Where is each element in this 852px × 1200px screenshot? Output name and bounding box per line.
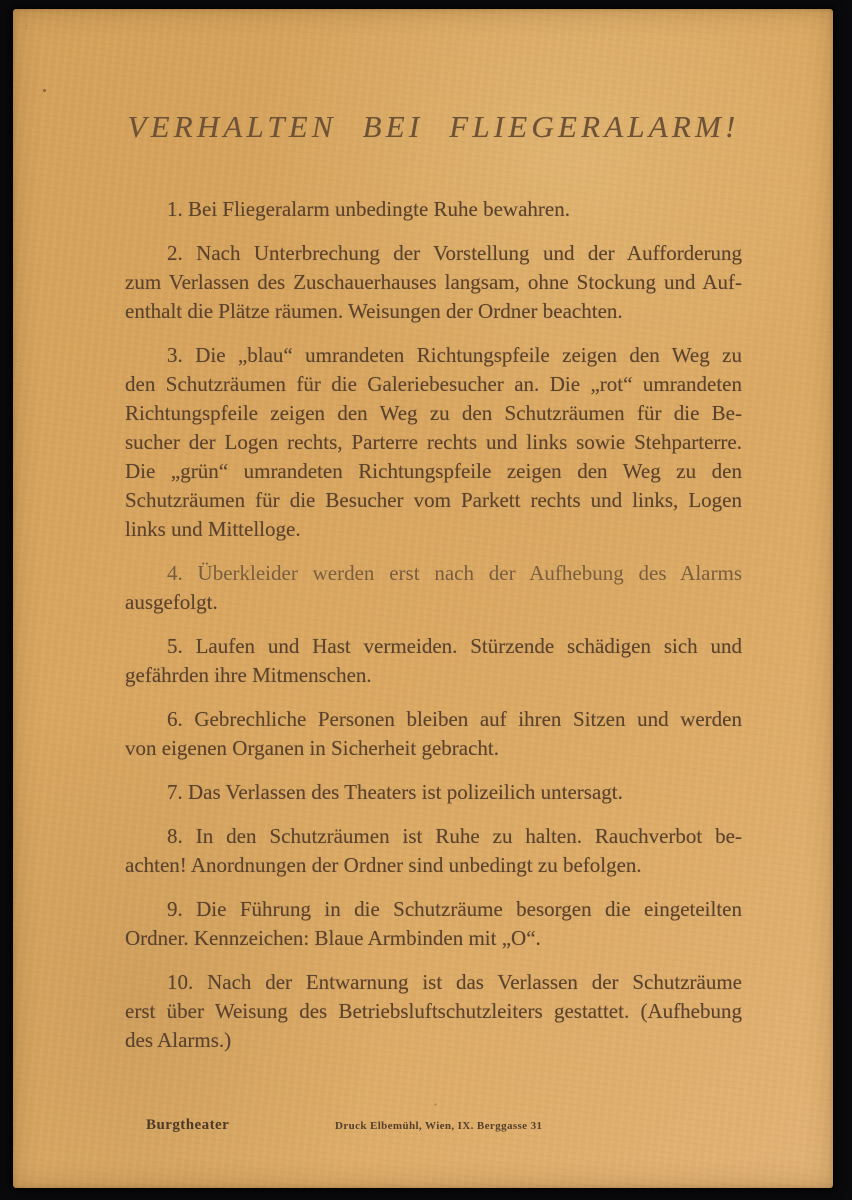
footer (13, 1117, 833, 1147)
text-line: 10. Nach der Entwarnung ist das Verlassen der Schutzräume (167, 970, 742, 994)
text-line: ausgefolgt. (125, 590, 218, 614)
text-line: Richtungspfeile zeigen den Weg zu den Schutzräumen für die Be- (125, 401, 742, 425)
paper-sheet (13, 9, 833, 1188)
text-line: sucher der Logen rechts, Parterre rechts und links sowie Stehparterre. (125, 430, 742, 454)
text-line: 9. Die Führung in die Schutzräume besorgen die eingeteilten (167, 897, 742, 921)
text-line: 4. Überkleider werden erst nach der Aufhebung des Alarms (167, 561, 742, 585)
text-line: gefährden ihre Mitmenschen. (125, 663, 372, 687)
text-line: 6. Gebrechliche Personen bleiben auf ihren Sitzen und werden (167, 707, 742, 731)
text-line: des Alarms.) (125, 1028, 232, 1052)
paragraph (125, 778, 742, 807)
text-line: 8. In den Schutzräumen ist Ruhe zu halten. Rauchverbot be- (167, 824, 742, 848)
paragraph (125, 822, 742, 880)
paragraph (125, 559, 742, 617)
paragraph (125, 705, 742, 763)
text-line: Schutzräumen für die Besucher vom Parkett rechts und links, Logen (125, 488, 742, 512)
printer-imprint: Druck Elbemühl, Wien, IX. Berggasse 31 (335, 1120, 543, 1132)
paragraph (125, 968, 742, 1055)
text-line: 5. Laufen und Hast vermeiden. Stürzende schädigen sich und (167, 634, 742, 658)
paragraph (125, 895, 742, 953)
text-line: enthalt die Plätze räumen. Weisungen der Ordner beachten. (125, 299, 623, 323)
paragraph (125, 341, 742, 544)
body-text (125, 195, 742, 1055)
text-line: 3. Die „blau“ umrandeten Richtungspfeile zeigen den Weg zu (167, 343, 742, 367)
text-line: 7. Das Verlassen des Theaters ist polizeilich untersagt. (167, 780, 623, 804)
text-line: den Schutzräumen für die Galeriebesucher an. Die „rot“ umrandeten (125, 372, 742, 396)
text-line: zum Verlassen des Zuschauerhauses langsam, ohne Stockung und Auf- (125, 270, 742, 294)
text-line: von eigenen Organen in Sicherheit gebracht. (125, 736, 499, 760)
theater-name: Burgtheater (146, 1117, 230, 1133)
paragraph (125, 632, 742, 690)
text-line: erst über Weisung des Betriebsluftschutzleiters gestattet. (Aufhebung (125, 999, 742, 1023)
text-line: Die „grün“ umrandeten Richtungspfeile zeigen den Weg zu den (125, 459, 742, 483)
text-line: 2. Nach Unterbrechung der Vorstellung und der Aufforderung (167, 241, 742, 265)
text-line: achten! Anordnungen der Ordner sind unbedingt zu befolgen. (125, 853, 642, 877)
text-line: 1. Bei Fliegeralarm unbedingte Ruhe bewahren. (167, 197, 570, 221)
document-title: VERHALTEN BEI FLIEGERALARM! (127, 109, 740, 144)
text-line: Ordner. Kennzeichen: Blaue Armbinden mit „O“. (125, 926, 541, 950)
paragraph (125, 239, 742, 326)
text-line: links und Mittelloge. (125, 517, 301, 541)
paragraph (125, 195, 742, 224)
